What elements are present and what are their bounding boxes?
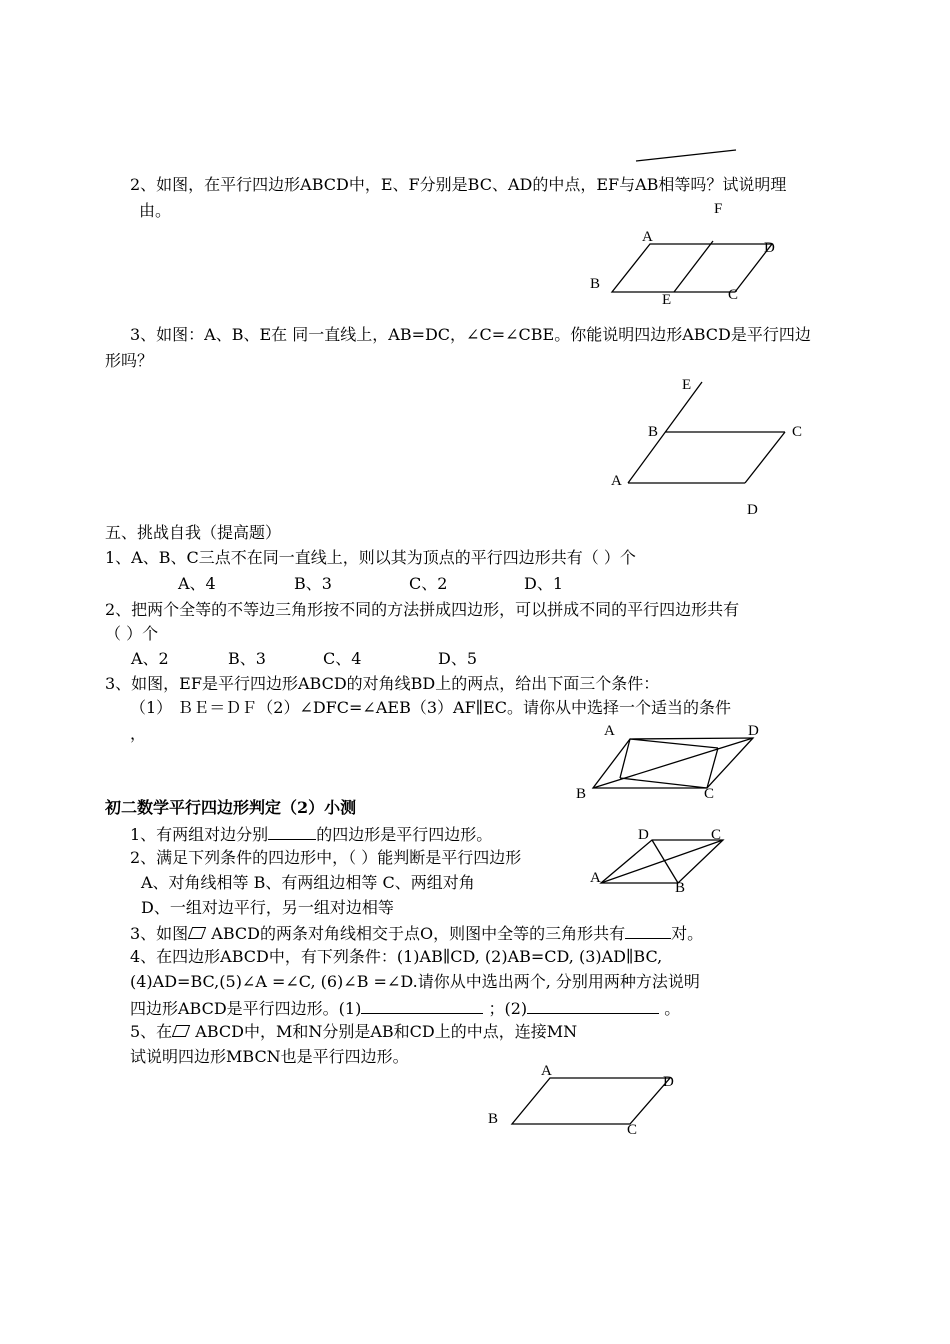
answer-blank-2[interactable] [527, 997, 659, 1014]
quiz-q5 [130, 1022, 577, 1042]
label-C: C [728, 287, 739, 303]
diagonal-parallelogram-figure [593, 738, 753, 788]
challenge-q1: 1、A、B、C三点不在同一直线上，则以其为顶点的平行四边形共有（ ）个 [105, 548, 636, 567]
quiz-q3-pre: 3、如图 [130, 924, 189, 943]
quiz-q2-options: A、对角线相等 B、有两组边相等 C、两组对角 [141, 873, 475, 892]
label-A: A [590, 870, 601, 886]
label-B: B [576, 786, 587, 802]
option-a: A、2 [131, 649, 169, 668]
quiz-diagonal-figure [601, 840, 723, 883]
quiz-q4-cont: (4)AD=BC,(5)∠A =∠C, (6)∠B =∠D.请你从中选出两个, 分别用两种方法说明 [130, 972, 700, 991]
label-B: B [590, 276, 601, 292]
option-b: B、3 [228, 649, 266, 668]
label-A: A [611, 473, 622, 489]
label-B: B [648, 424, 659, 440]
label-D: D [747, 502, 758, 518]
quiz-q4-end: 。 [659, 999, 681, 1018]
option-d: D、1 [524, 574, 564, 593]
quiz-q4-mid: ；(2) [483, 999, 528, 1018]
question-3-text-cont: 形吗？ [105, 351, 154, 370]
question-2-text: 2、如图，在平行四边形ABCD中，E、F分别是BC、AD的中点，EF与AB相等吗？试说明理 [130, 175, 787, 194]
quiz-q5-post: ABCD中，M和N分别是AB和CD上的中点，连接MN [190, 1022, 578, 1041]
option-c: C、4 [323, 649, 362, 668]
quiz-q5-cont: 试说明四边形MBCN也是平行四边形。 [130, 1047, 409, 1066]
label-A: A [604, 723, 615, 739]
label-D: D [764, 240, 775, 256]
quiz-q3 [130, 922, 703, 944]
label-E: E [662, 292, 672, 308]
quiz-q2: 2、满足下列条件的四边形中，（ ）能判断是平行四边形 [130, 848, 522, 867]
challenge-q2-cont: （ ）个 [105, 624, 159, 643]
option-c: C、2 [409, 574, 448, 593]
label-D: D [748, 723, 759, 739]
label-D: D [663, 1074, 674, 1090]
label-A: A [541, 1063, 552, 1079]
option-d: D、5 [438, 649, 478, 668]
stray-line [636, 150, 736, 161]
label-C: C [704, 786, 715, 802]
question-2-text-cont: 由。 [139, 201, 172, 220]
q2-parallelogram-figure [612, 241, 772, 292]
challenge-q3-cont: ， [130, 724, 147, 743]
answer-blank-1[interactable] [361, 997, 483, 1014]
label-E: E [682, 377, 692, 393]
option-b: B、3 [294, 574, 332, 593]
label-B: B [488, 1111, 499, 1127]
quiz-q4-answer [130, 997, 680, 1019]
answer-blank[interactable] [625, 922, 671, 939]
question-3-text: 3、如图：A、B、E在 同一直线上，AB=DC，∠C=∠CBE。你能说明四边形ABCD是平行四边 [130, 325, 811, 344]
quiz-q3-end: 对。 [671, 924, 704, 943]
quiz-q1-pre: 1、有两组对边分别 [130, 825, 269, 844]
parallelogram-symbol-icon [188, 927, 206, 939]
parallelogram-symbol-icon [172, 1025, 190, 1037]
option-a: A、4 [178, 574, 216, 593]
quiz-q4-pre: 四边形ABCD是平行四边形。(1) [130, 999, 362, 1018]
label-C: C [711, 827, 722, 843]
label-F: F [714, 201, 723, 217]
quiz-q2-option-d: D、一组对边平行，另一组对边相等 [141, 898, 394, 917]
label-B: B [675, 880, 686, 896]
answer-blank[interactable] [268, 823, 316, 840]
quiz-title: 初二数学平行四边形判定（2）小测 [105, 798, 357, 817]
label-D: D [638, 827, 649, 843]
quiz-q1 [130, 823, 492, 845]
challenge-q3-conditions: （1） ＢＥ＝ＤＦ（2）∠DFC=∠AEB（3）AF∥EC。请你从中选择一个适当的条件 [130, 698, 731, 717]
section-heading: 五、挑战自我（提高题） [105, 523, 282, 542]
quiz-q1-post: 的四边形是平行四边形。 [316, 825, 493, 844]
label-A: A [642, 229, 653, 245]
label-C: C [792, 424, 803, 440]
challenge-q2: 2、把两个全等的不等边三角形按不同的方法拼成四边形，可以拼成不同的平行四边形共有 [105, 600, 740, 619]
quiz-q3-post: ABCD的两条对角线相交于点O，则图中全等的三角形共有 [206, 924, 626, 943]
challenge-q3: 3、如图，EF是平行四边形ABCD的对角线BD上的两点，给出下面三个条件： [105, 674, 660, 693]
quiz-q5-pre: 5、在 [130, 1022, 173, 1041]
label-C: C [627, 1122, 638, 1138]
q5-parallelogram-figure [512, 1078, 670, 1124]
quiz-q4: 4、在四边形ABCD中，有下列条件：(1)AB∥CD, (2)AB=CD, (3)AD∥BC, [130, 947, 663, 966]
